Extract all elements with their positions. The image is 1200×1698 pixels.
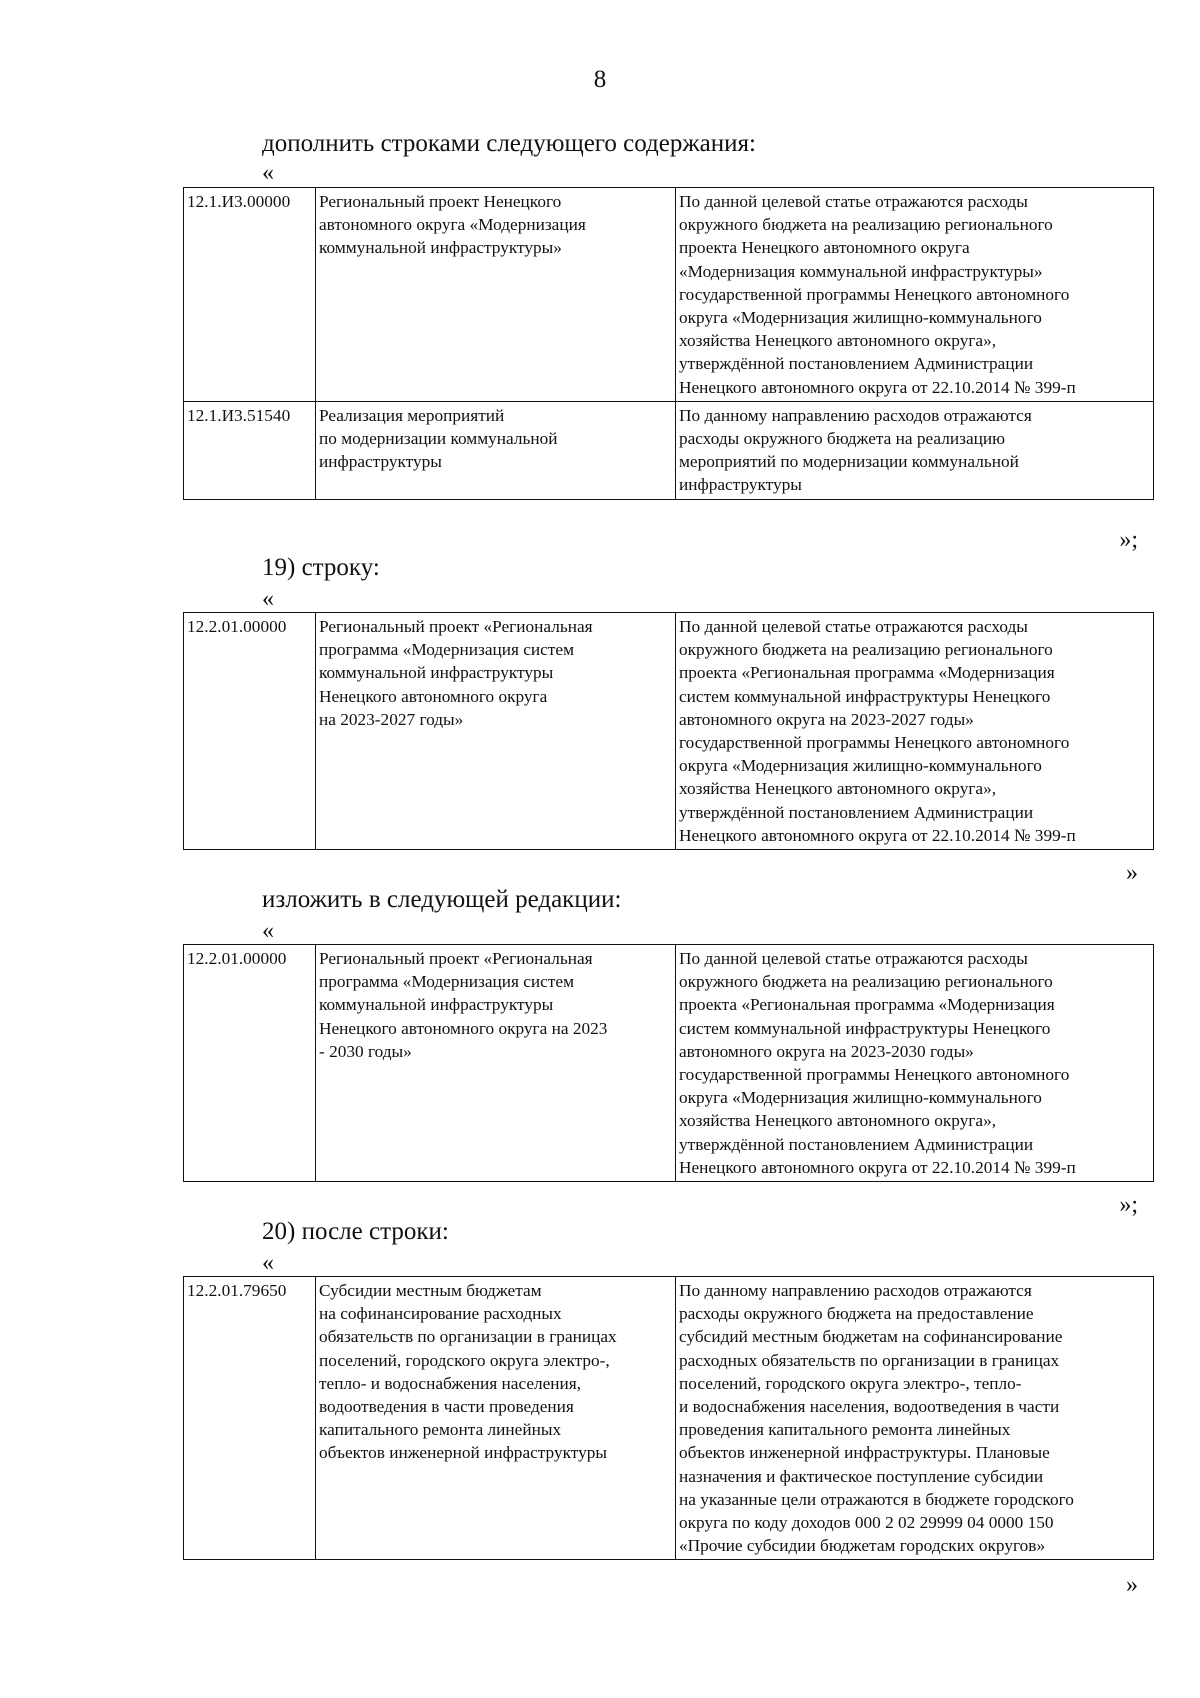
description-cell: По данному направлению расходов отражаются расходы окружного бюджета на предоставление субсидий местным бюджетам на софинансирование расходных обязательств по организации в границах поселений, городского округа электро-, тепло- и водоснабжения населения, водоотведения в части проведения капитального ремонта линейных объектов инженерной инфраструктуры. Плановые назначения и фактическое поступление субсидии на указанные цели отражаются в бюджете городского округа по коду доходов 000 2 02 29999 04 0000 150 «Прочие субсидии бюджетам городских округов» [676, 1277, 1154, 1560]
budget-table [183, 612, 1154, 850]
opening-quote: « [262, 1250, 274, 1276]
code-cell: 12.2.01.00000 [184, 613, 316, 850]
closing-quote: » [1126, 860, 1138, 886]
code-cell: 12.1.И3.51540 [184, 401, 316, 499]
description-cell: По данной целевой статье отражаются расходы окружного бюджета на реализацию регионального проекта Ненецкого автономного округа «Модернизация коммунальной инфраструктуры» государственной программы Ненецкого автономного округа «Модернизация жилищно-коммунального хозяйства Ненецкого автономного округа», утверждённой постановлением Администрации Ненецкого автономного округа от 22.10.2014 № 399-п [676, 188, 1154, 402]
page-number: 8 [593, 66, 607, 93]
section-heading: 19) строку: [262, 554, 380, 581]
name-cell: Региональный проект Ненецкого автономного округа «Модернизация коммунальной инфраструктуры» [316, 188, 676, 402]
section-heading: изложить в следующей редакции: [262, 886, 622, 913]
code-cell: 12.2.01.00000 [184, 945, 316, 1182]
name-cell: Реализация мероприятий по модернизации коммунальной инфраструктуры [316, 401, 676, 499]
closing-quote: »; [1119, 527, 1138, 553]
name-cell: Субсидии местным бюджетам на софинансирование расходных обязательств по организации в границах поселений, городского округа электро-, тепло- и водоснабжения населения, водоотведения в части проведения капитального ремонта линейных объектов инженерной инфраструктуры [316, 1277, 676, 1560]
table-row [184, 613, 1154, 850]
code-cell: 12.2.01.79650 [184, 1277, 316, 1560]
table-row [184, 401, 1154, 499]
code-cell: 12.1.И3.00000 [184, 188, 316, 402]
table-row [184, 188, 1154, 402]
budget-table [183, 1276, 1154, 1560]
opening-quote: « [262, 586, 274, 612]
opening-quote: « [262, 160, 274, 186]
table-row [184, 945, 1154, 1182]
budget-table [183, 187, 1154, 500]
budget-table [183, 944, 1154, 1182]
closing-quote: » [1126, 1572, 1138, 1598]
name-cell: Региональный проект «Региональная программа «Модернизация систем коммунальной инфраструктуры Ненецкого автономного округа на 2023 - 2030 годы» [316, 945, 676, 1182]
opening-quote: « [262, 918, 274, 944]
description-cell: По данному направлению расходов отражаются расходы окружного бюджета на реализацию мероприятий по модернизации коммунальной инфраструктуры [676, 401, 1154, 499]
table-row [184, 1277, 1154, 1560]
section-heading: 20) после строки: [262, 1218, 449, 1245]
section-heading: дополнить строками следующего содержания: [262, 130, 756, 157]
description-cell: По данной целевой статье отражаются расходы окружного бюджета на реализацию регионального проекта «Региональная программа «Модернизация систем коммунальной инфраструктуры Ненецкого автономного округа на 2023-2027 годы» государственной программы Ненецкого автономного округа «Модернизация жилищно-коммунального хозяйства Ненецкого автономного округа», утверждённой постановлением Администрации Ненецкого автономного округа от 22.10.2014 № 399-п [676, 613, 1154, 850]
name-cell: Региональный проект «Региональная программа «Модернизация систем коммунальной инфраструктуры Ненецкого автономного округа на 2023-2027 годы» [316, 613, 676, 850]
description-cell: По данной целевой статье отражаются расходы окружного бюджета на реализацию регионального проекта «Региональная программа «Модернизация систем коммунальной инфраструктуры Ненецкого автономного округа на 2023-2030 годы» государственной программы Ненецкого автономного округа «Модернизация жилищно-коммунального хозяйства Ненецкого автономного округа», утверждённой постановлением Администрации Ненецкого автономного округа от 22.10.2014 № 399-п [676, 945, 1154, 1182]
closing-quote: »; [1119, 1192, 1138, 1218]
